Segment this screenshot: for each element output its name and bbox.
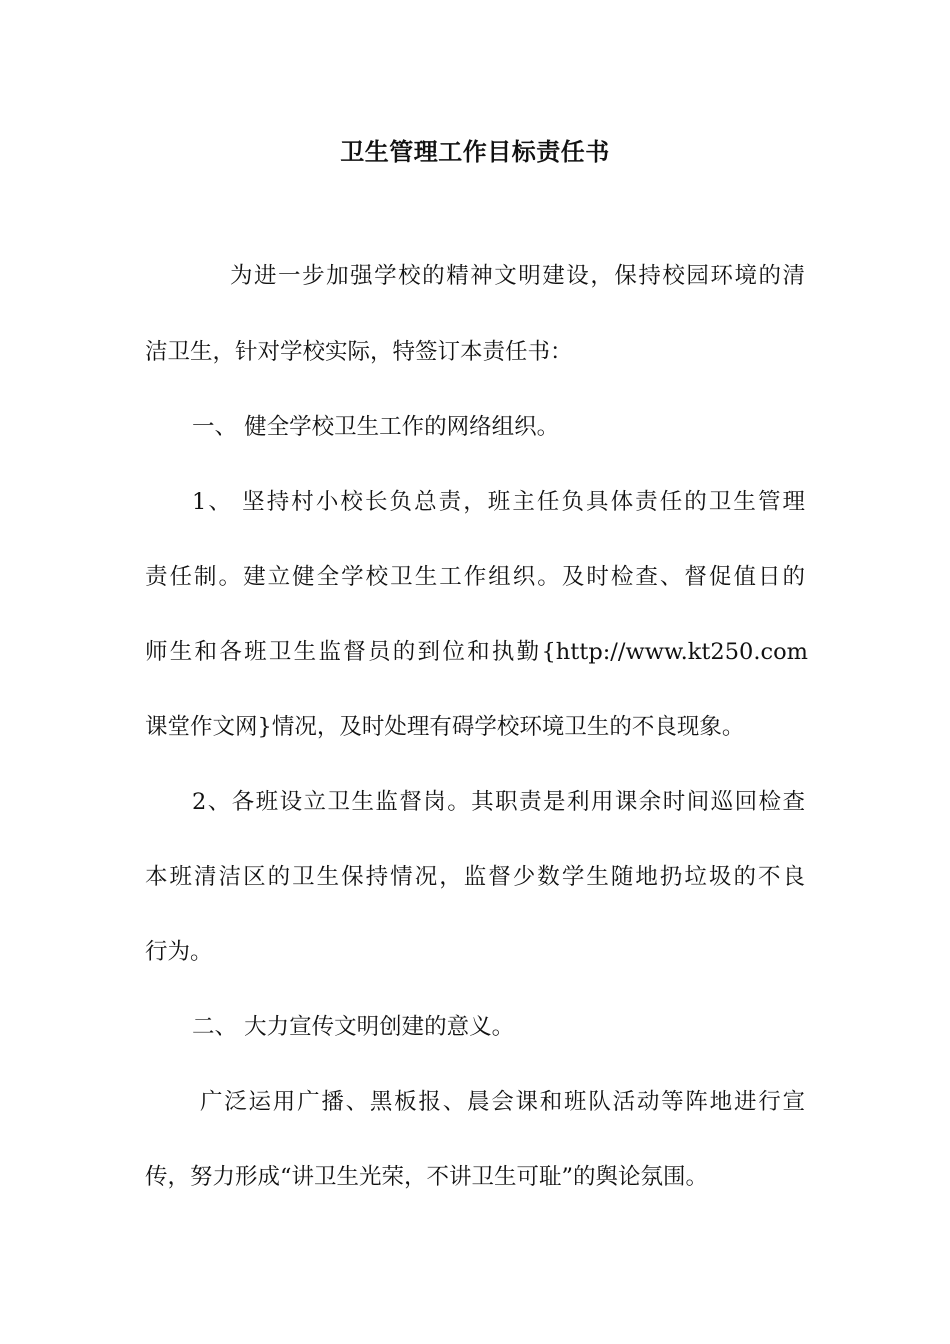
paragraph-line: 广泛运用广播、黑板报、晨会课和班队活动等阵地进行宣 — [200, 1089, 805, 1115]
paragraph-line: 为进一步加强学校的精神文明建设，保持校园环境的清 — [230, 263, 805, 289]
paragraph-line: 行为。 — [145, 939, 213, 965]
paragraph-line: 课堂作文网}情况，及时处理有碍学校环境卫生的不良现象。 — [145, 714, 745, 740]
document-title: 卫生管理工作目标责任书 — [340, 137, 610, 166]
paragraph-line: 责任制。建立健全学校卫生工作组织。及时检查、督促值日的 — [145, 564, 805, 590]
paragraph-line: 洁卫生，针对学校实际，特签订本责任书： — [145, 339, 573, 365]
paragraph-line: 本班清洁区的卫生保持情况，监督少数学生随地扔垃圾的不良 — [145, 864, 805, 890]
paragraph-line: 传，努力形成“讲卫生光荣，不讲卫生可耻”的舆论氛围。 — [145, 1164, 709, 1190]
paragraph-line: 1、 坚持村小校长负总责，班主任负具体责任的卫生管理 — [192, 489, 805, 515]
section-heading: 一、 健全学校卫生工作的网络组织。 — [192, 414, 560, 440]
paragraph-line: 师生和各班卫生监督员的到位和执勤{http://www.kt250.com — [145, 639, 808, 665]
paragraph-line: 2、各班设立卫生监督岗。其职责是利用课余时间巡回检查 — [192, 789, 805, 815]
section-heading: 二、 大力宣传文明创建的意义。 — [192, 1014, 515, 1040]
